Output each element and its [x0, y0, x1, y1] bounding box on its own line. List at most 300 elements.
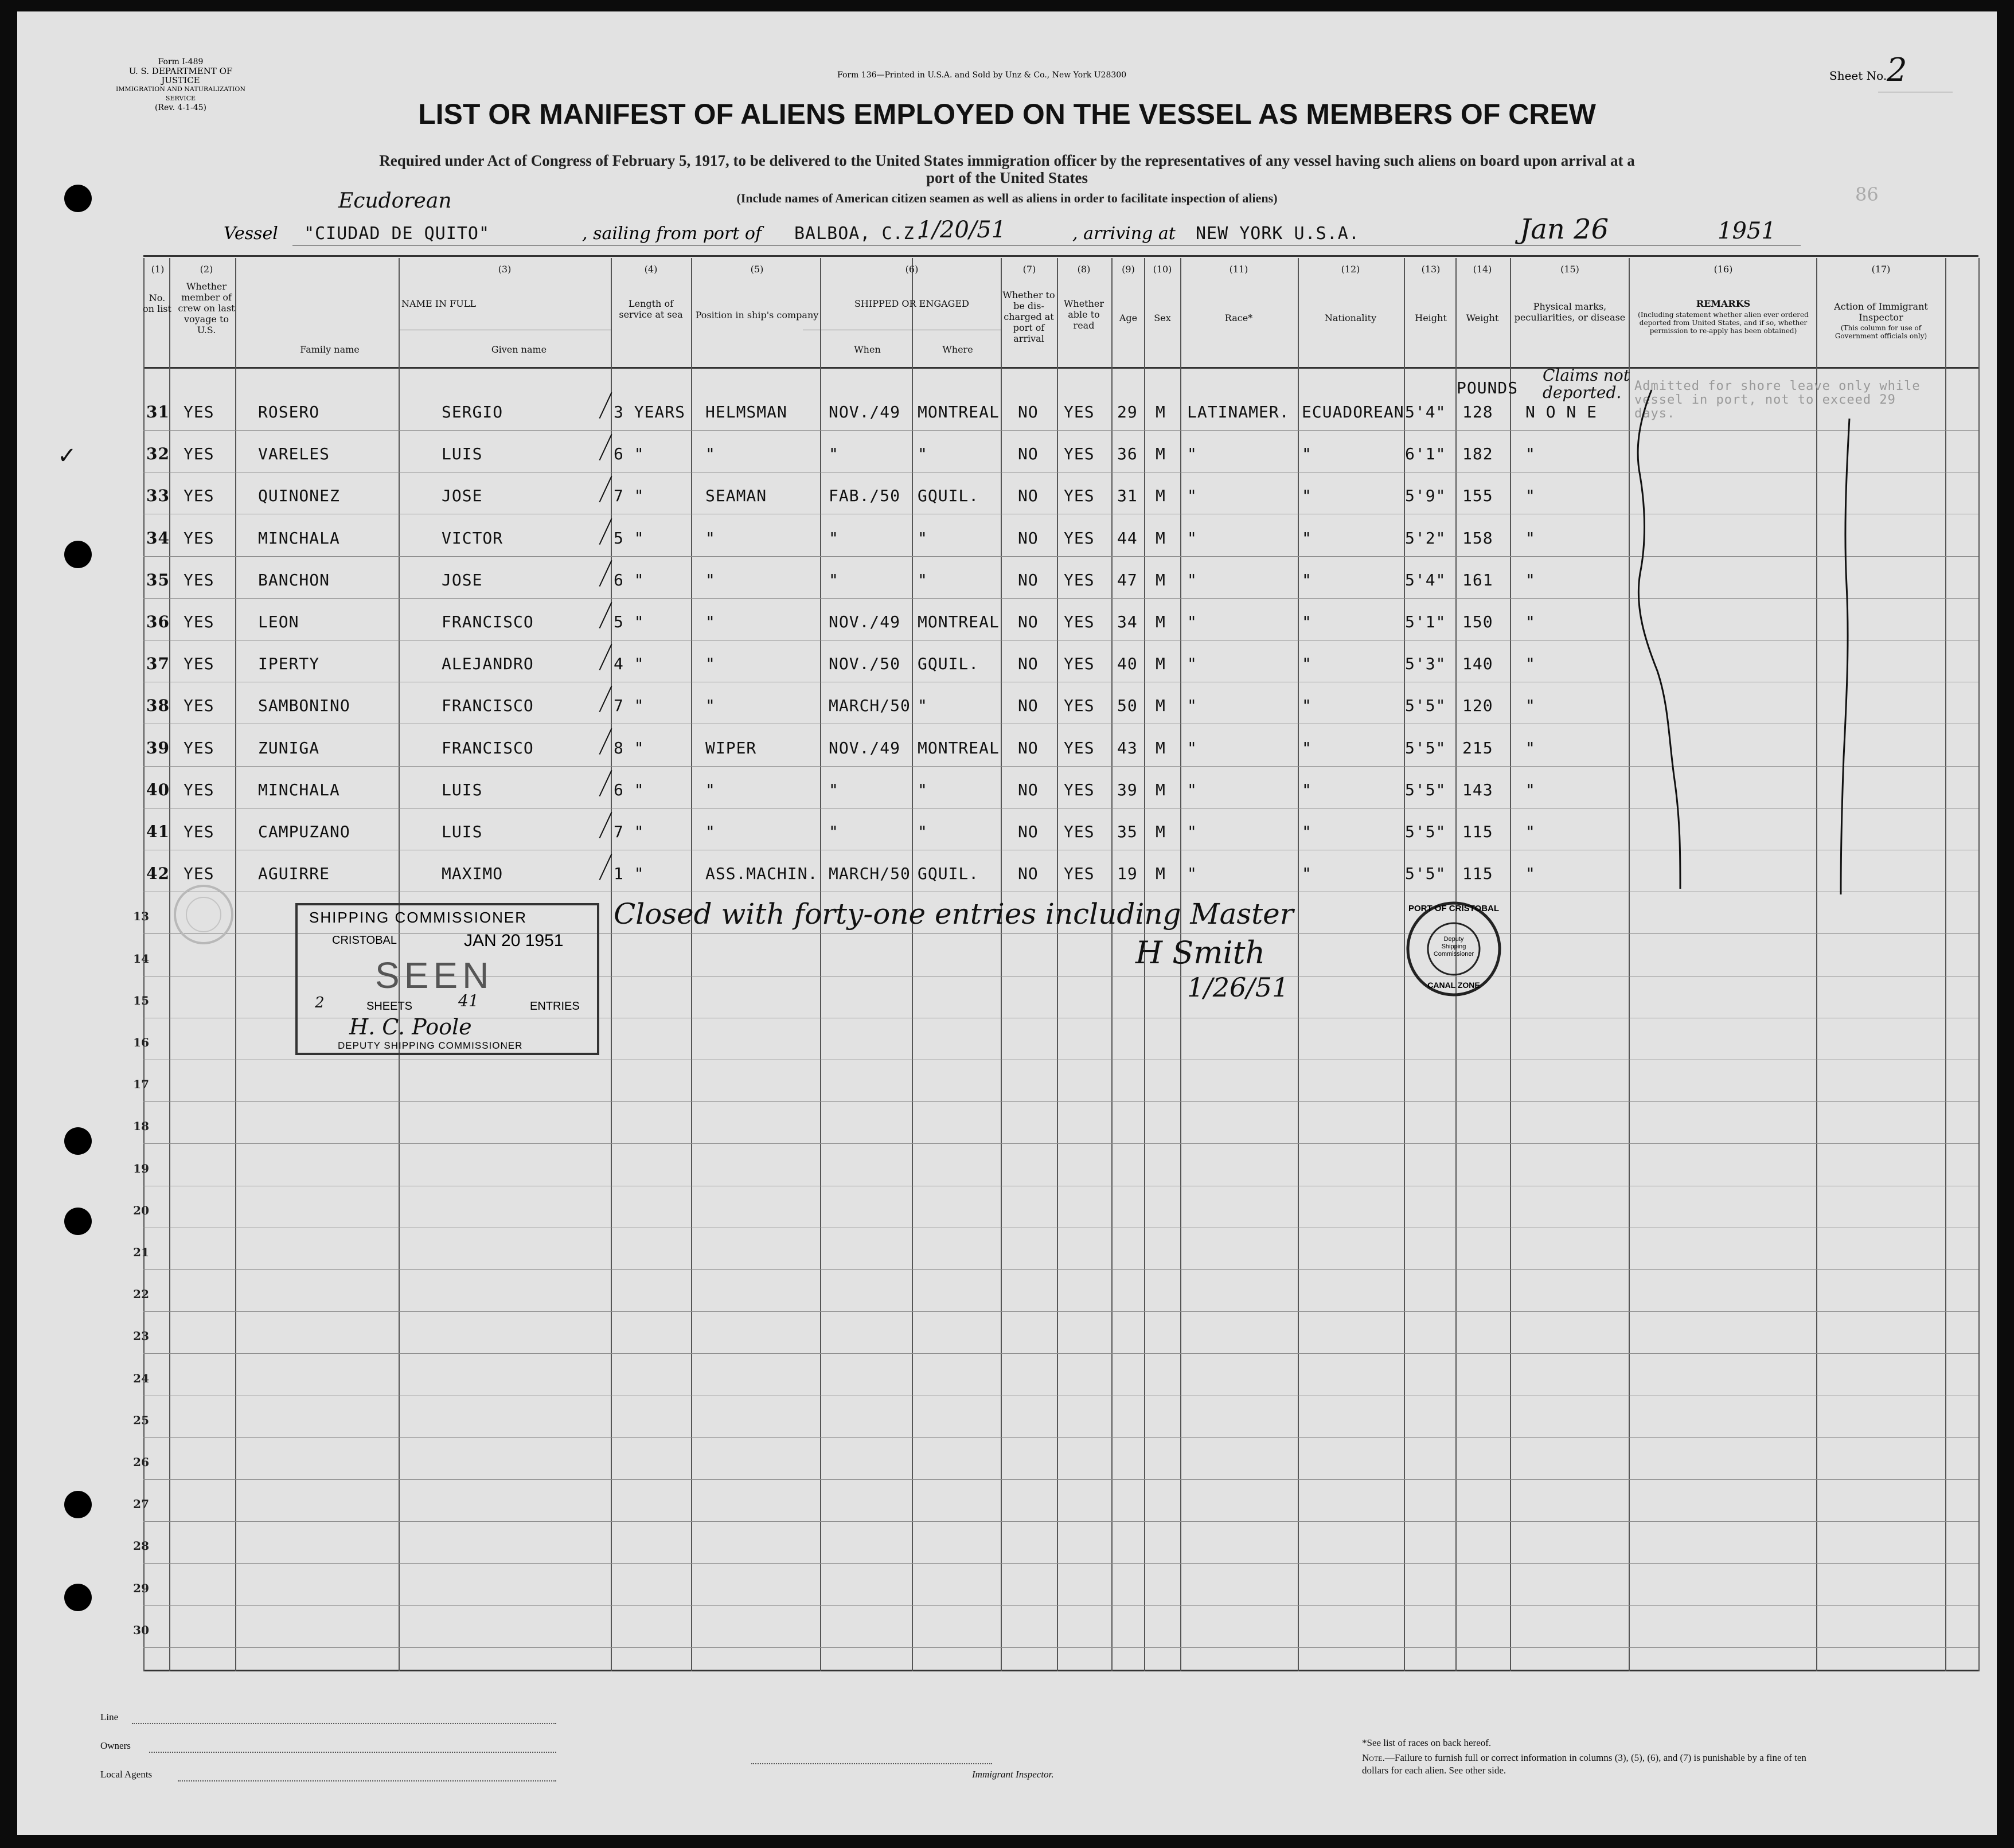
given-name-cell: SERGIO — [442, 403, 504, 421]
col-header-11: Race* — [1224, 312, 1253, 323]
discharged-cell: NO — [1018, 654, 1039, 674]
footer-races-note: *See list of races on back hereof. — [1362, 1737, 1492, 1748]
stamp-entries-label: ENTRIES — [530, 1000, 580, 1013]
column-line — [611, 258, 612, 1671]
nationality-cell: " — [1302, 738, 1312, 757]
nationality-cell: " — [1302, 528, 1312, 548]
printer-line: Form 136—Printed in U.S.A. and Sold by Unz & Co., New York U28300 — [837, 71, 1127, 80]
given-name-cell: JOSE — [442, 570, 483, 589]
nationality-cell: " — [1302, 864, 1312, 884]
age-cell: 19 — [1117, 864, 1138, 884]
nationality-cell: " — [1302, 654, 1312, 674]
read-cell: YES — [1064, 403, 1095, 421]
row-line — [143, 1437, 1978, 1438]
footer-owners-label: Owners — [100, 1740, 131, 1751]
footer-note-label: Note. — [1362, 1752, 1385, 1763]
nationality-cell: " — [1302, 486, 1312, 506]
service-cell: 6 " — [614, 444, 645, 464]
discharged-cell: NO — [1018, 570, 1039, 589]
closing-note: Closed with forty-one entries including Master — [614, 897, 1294, 931]
physical-marks-cell: " — [1525, 486, 1536, 506]
arrival-year: 1951 — [1718, 218, 1776, 244]
stamp-entries: 41 — [458, 991, 479, 1010]
family-name-cell: BANCHON — [258, 570, 330, 589]
shipped-where-cell: GQUIL. — [918, 864, 979, 884]
nationality-cell: " — [1302, 570, 1312, 589]
row-line — [143, 430, 1978, 431]
vessel-label: Vessel — [224, 224, 278, 244]
row-number: 30 — [133, 1623, 149, 1637]
sex-cell: M — [1156, 570, 1166, 589]
footer-line-label: Line — [100, 1712, 119, 1722]
weight-cell: 150 — [1462, 612, 1493, 631]
physical-marks-cell: " — [1525, 864, 1536, 884]
read-cell: YES — [1064, 654, 1095, 674]
shipped-when-cell: NOV./50 — [829, 654, 901, 674]
stamp-date: JAN 20 1951 — [464, 931, 564, 950]
given-name-cell: LUIS — [442, 444, 483, 464]
stamp-top: SHIPPING COMMISSIONER — [309, 909, 528, 926]
discharged-cell: NO — [1018, 528, 1039, 548]
nationality-cell: " — [1302, 696, 1312, 716]
column-line — [1945, 258, 1946, 1671]
age-cell: 34 — [1117, 612, 1138, 631]
col-header-1: No. on list — [143, 292, 171, 314]
race-cell: LATINAMER. — [1187, 403, 1290, 421]
col-header-4-num: (4) — [644, 264, 658, 275]
row-number: 21 — [133, 1245, 149, 1259]
family-name-cell: AGUIRRE — [258, 864, 330, 884]
column-line — [1057, 258, 1058, 1671]
vessel-line-rule — [292, 245, 1801, 246]
physical-marks-cell: " — [1525, 528, 1536, 548]
height-cell: 5'3" — [1405, 654, 1446, 674]
read-cell: YES — [1064, 528, 1095, 548]
include-note: (Include names of American citizen seamen as well as aliens in order to facilitate inspection of aliens) — [736, 191, 1278, 205]
nationality-cell: ECUADOREAN — [1302, 403, 1404, 421]
margin-number: 86 — [1855, 183, 1879, 205]
last-voyage-cell: YES — [184, 612, 214, 631]
shipped-when-cell: " — [829, 570, 839, 589]
read-cell: YES — [1064, 612, 1095, 631]
physical-marks-cell: " — [1525, 654, 1536, 674]
rownum-cell: 39 — [146, 738, 170, 757]
last-voyage-cell: YES — [184, 696, 214, 716]
weight-cell: 182 — [1462, 444, 1493, 464]
footer-inspector-label: Immigrant Inspector. — [972, 1769, 1054, 1780]
weight-unit: POUNDS — [1457, 378, 1519, 397]
rownum-cell: 37 — [146, 654, 170, 674]
height-cell: 5'4" — [1405, 403, 1446, 421]
row-number: 25 — [133, 1413, 149, 1427]
physical-marks-cell: " — [1525, 780, 1536, 799]
row-number: 13 — [133, 909, 149, 924]
height-cell: 5'5" — [1405, 738, 1446, 757]
nationality-cell: " — [1302, 444, 1312, 464]
rownum-cell: 33 — [146, 486, 170, 506]
race-cell: " — [1187, 486, 1197, 506]
sex-cell: M — [1156, 444, 1166, 464]
read-cell: YES — [1064, 444, 1095, 464]
col-header-12-num: (12) — [1341, 264, 1360, 275]
age-cell: 36 — [1117, 444, 1138, 464]
col-header-7: Whether to be dis-charged at port of arrival — [1002, 290, 1055, 344]
col-header-8-num: (8) — [1077, 264, 1091, 275]
binder-hole — [64, 1491, 92, 1518]
height-cell: 5'2" — [1405, 528, 1446, 548]
race-cell: " — [1187, 570, 1197, 589]
sail-date: 1/20/51 — [918, 217, 1006, 243]
service-cell: 4 " — [614, 654, 645, 674]
shipped-when-cell: FAB./50 — [829, 486, 901, 506]
row-number: 15 — [133, 993, 149, 1007]
last-voyage-cell: YES — [184, 486, 214, 506]
sex-cell: M — [1156, 780, 1166, 799]
row-line — [143, 1353, 1978, 1354]
physical-marks-cell: N O N E — [1525, 403, 1598, 421]
shipped-where-cell: MONTREAL — [918, 612, 1000, 631]
race-cell: " — [1187, 654, 1197, 674]
physical-marks-cell: " — [1525, 612, 1536, 631]
read-cell: YES — [1064, 486, 1095, 506]
col-header-14: Weight — [1466, 312, 1499, 323]
column-line — [912, 258, 913, 1671]
col-header-10-num: (10) — [1153, 264, 1172, 275]
port-from: BALBOA, C.Z. — [794, 224, 926, 244]
sex-cell: M — [1156, 528, 1166, 548]
col-header-2: Whether member of crew on last voyage to U.S. — [178, 281, 235, 335]
height-cell: 6'1" — [1405, 444, 1446, 464]
family-name-cell: LEON — [258, 612, 299, 631]
nationality-cell: " — [1302, 780, 1312, 799]
height-cell: 5'9" — [1405, 486, 1446, 506]
stamp-seen: SEEN — [375, 955, 494, 996]
shipped-when-cell: " — [829, 444, 839, 464]
col-header-6a: When — [854, 344, 881, 355]
position-cell: " — [705, 570, 716, 589]
physical-marks-cell: " — [1525, 444, 1536, 464]
family-name-cell: QUINONEZ — [258, 486, 340, 506]
sex-cell: M — [1156, 403, 1166, 421]
revision: (Rev. 4-1-45) — [155, 103, 206, 112]
column-line — [1816, 258, 1817, 1671]
col-header-9-num: (9) — [1122, 264, 1135, 275]
rownum-cell: 40 — [146, 780, 170, 799]
shipped-when-cell: MARCH/50 — [829, 696, 911, 716]
row-number: 24 — [133, 1371, 149, 1385]
col-header-14-num: (14) — [1473, 264, 1492, 275]
port-round-stamp — [1405, 900, 1502, 998]
last-voyage-cell: YES — [184, 864, 214, 884]
last-voyage-cell: YES — [184, 654, 214, 674]
service-cell: 7 " — [614, 822, 645, 841]
service-cell: 3 YEARS — [614, 403, 686, 421]
service: IMMIGRATION AND NATURALIZATION SERVICE — [115, 85, 246, 102]
sex-cell: M — [1156, 864, 1166, 884]
action-ditto-line — [1824, 413, 1869, 900]
form-number: Form I-489 — [158, 57, 204, 67]
weight-cell: 155 — [1462, 486, 1493, 506]
shipped-where-cell: GQUIL. — [918, 654, 979, 674]
shipped-when-cell: NOV./49 — [829, 738, 901, 757]
col-header-8: Whether able to read — [1063, 298, 1104, 331]
height-cell: 5'5" — [1405, 822, 1446, 841]
age-cell: 35 — [1117, 822, 1138, 841]
age-cell: 29 — [1117, 403, 1138, 421]
service-cell: 5 " — [614, 528, 645, 548]
shipped-when-cell: NOV./49 — [829, 403, 901, 421]
discharged-cell: NO — [1018, 444, 1039, 464]
nationality-cell: " — [1302, 612, 1312, 631]
race-cell: " — [1187, 696, 1197, 716]
sex-cell: M — [1156, 822, 1166, 841]
col-header-2-num: (2) — [200, 264, 213, 275]
row-line — [143, 1269, 1978, 1270]
stamp-signature: H. C. Poole — [349, 1014, 472, 1040]
discharged-cell: NO — [1018, 738, 1039, 757]
physical-marks-cell: " — [1525, 696, 1536, 716]
header-bottom-border — [143, 367, 1978, 369]
row-line — [143, 1647, 1978, 1648]
shipped-where-cell: MONTREAL — [918, 403, 1000, 421]
age-cell: 39 — [1117, 780, 1138, 799]
col-header-17-sub: (This column for use of Government officials only) — [1835, 324, 1927, 340]
position-cell: HELMSMAN — [705, 403, 787, 421]
port-to: NEW YORK U.S.A. — [1196, 224, 1360, 244]
sex-cell: M — [1156, 738, 1166, 757]
row-line — [143, 556, 1978, 557]
footer-inspector-rule — [751, 1763, 992, 1765]
col-header-5: Position in ship's company — [695, 310, 819, 321]
rownum-cell: 38 — [146, 696, 170, 716]
weight-cell: 215 — [1462, 738, 1493, 757]
col-header-16-sub: (Including statement whether alien ever ordered deported from United States, and if so, whether permission to re-apply has been obtained) — [1638, 311, 1809, 335]
race-cell: " — [1187, 444, 1197, 464]
row-line — [143, 1521, 1978, 1522]
last-voyage-cell: YES — [184, 570, 214, 589]
position-cell: " — [705, 528, 716, 548]
discharged-cell: NO — [1018, 780, 1039, 799]
rownum-cell: 36 — [146, 612, 170, 631]
col-header-13-num: (13) — [1421, 264, 1441, 275]
row-line — [143, 1311, 1978, 1312]
position-cell: " — [705, 822, 716, 841]
discharged-cell: NO — [1018, 822, 1039, 841]
position-cell: " — [705, 444, 716, 464]
col-header-3b: Given name — [491, 344, 547, 355]
sex-cell: M — [1156, 486, 1166, 506]
shipped-when-cell: NOV./49 — [829, 612, 901, 631]
read-cell: YES — [1064, 570, 1095, 589]
shipped-where-cell: GQUIL. — [918, 486, 979, 506]
col-header-6b: Where — [942, 344, 973, 355]
stamp-bottom: DEPUTY SHIPPING COMMISSIONER — [338, 1040, 523, 1051]
column-line — [1510, 258, 1511, 1671]
age-cell: 43 — [1117, 738, 1138, 757]
age-cell: 31 — [1117, 486, 1138, 506]
family-name-cell: ROSERO — [258, 403, 320, 421]
row-number: 18 — [133, 1119, 149, 1134]
row-line — [143, 1479, 1978, 1480]
discharged-cell: NO — [1018, 696, 1039, 716]
given-name-cell: VICTOR — [442, 528, 504, 548]
service-cell: 6 " — [614, 570, 645, 589]
row-number: 23 — [133, 1329, 149, 1343]
physical-note-hand: Claims not deported. — [1543, 366, 1630, 402]
column-line — [820, 258, 821, 1671]
footer-note-text: —Failure to furnish full or correct information in columns (3), (5), (6), and (7) is punishable by a fine of ten dollars for each alien. See other side. — [1362, 1752, 1806, 1776]
given-name-cell: FRANCISCO — [442, 738, 534, 757]
row-line — [143, 1143, 1978, 1144]
family-name-cell: CAMPUZANO — [258, 822, 350, 841]
sex-cell: M — [1156, 612, 1166, 631]
department: U. S. DEPARTMENT OF JUSTICE — [128, 66, 233, 85]
given-name-cell: JOSE — [442, 486, 483, 506]
subtitle-line1: Required under Act of Congress of February 5, 1917, to be delivered to the United States immigration officer by the representatives of any vessel having such aliens on board upon arrival at a — [379, 152, 1635, 169]
stamp-sheets: 2 — [315, 994, 325, 1011]
rownum-cell: 31 — [146, 403, 170, 421]
race-cell: " — [1187, 528, 1197, 548]
column-line — [1298, 258, 1299, 1671]
family-name-cell: ZUNIGA — [258, 738, 320, 757]
rownum-cell: 42 — [146, 864, 170, 884]
row-line — [143, 1101, 1978, 1102]
given-name-cell: ALEJANDRO — [442, 654, 534, 674]
shipped-when-cell: " — [829, 822, 839, 841]
row-number: 26 — [133, 1455, 149, 1469]
family-name-cell: MINCHALA — [258, 528, 340, 548]
arrival-date: Jan 26 — [1520, 213, 1609, 245]
page-title: LIST OR MANIFEST OF ALIENS EMPLOYED ON THE VESSEL AS MEMBERS OF CREW — [418, 98, 1596, 130]
row-number: 28 — [133, 1539, 149, 1553]
row-number: 22 — [133, 1287, 149, 1302]
rownum-cell: 41 — [146, 822, 170, 841]
family-name-cell: SAMBONINO — [258, 696, 350, 716]
sheet-label: Sheet No. — [1829, 69, 1887, 83]
col-header-6: SHIPPED OR ENGAGED — [854, 298, 969, 309]
column-line — [169, 258, 170, 1671]
col-header-15-num: (15) — [1560, 264, 1579, 275]
signature: H Smith — [1135, 935, 1266, 971]
footer-agents-label: Local Agents — [100, 1769, 153, 1780]
col-header-3: NAME IN FULL — [401, 298, 476, 309]
shipped-where-cell: " — [918, 696, 928, 716]
family-name-cell: MINCHALA — [258, 780, 340, 799]
subtitle-line2: port of the United States — [926, 169, 1088, 186]
binder-hole — [64, 541, 92, 568]
row-number: 20 — [133, 1203, 149, 1217]
weight-cell: 120 — [1462, 696, 1493, 716]
last-voyage-cell: YES — [184, 822, 214, 841]
given-name-cell: MAXIMO — [442, 864, 504, 884]
race-cell: " — [1187, 738, 1197, 757]
last-voyage-cell: YES — [184, 403, 214, 421]
row-number: 17 — [133, 1077, 149, 1092]
given-name-cell: LUIS — [442, 780, 483, 799]
rownum-cell: 35 — [146, 570, 170, 589]
height-cell: 5'1" — [1405, 612, 1446, 631]
table-bottom-border — [143, 1670, 1978, 1671]
weight-cell: 161 — [1462, 570, 1493, 589]
column-line — [235, 258, 236, 1671]
stamp-place: CRISTOBAL — [332, 934, 397, 947]
race-cell: " — [1187, 780, 1197, 799]
stamp-sheets-label: SHEETS — [366, 1000, 413, 1013]
shipped-where-cell: MONTREAL — [918, 738, 1000, 757]
col-header-13: Height — [1415, 312, 1447, 323]
given-name-cell: LUIS — [442, 822, 483, 841]
race-cell: " — [1187, 864, 1197, 884]
footer-agents-rule — [178, 1780, 556, 1782]
column-line — [1001, 258, 1002, 1671]
sex-cell: M — [1156, 654, 1166, 674]
col-header-12: Nationality — [1324, 312, 1377, 323]
weight-cell: 143 — [1462, 780, 1493, 799]
service-cell: 6 " — [614, 780, 645, 799]
read-cell: YES — [1064, 864, 1095, 884]
position-cell: " — [705, 654, 716, 674]
col-header-16-num: (16) — [1714, 264, 1733, 275]
col-header-17-num: (17) — [1871, 264, 1891, 275]
age-cell: 40 — [1117, 654, 1138, 674]
col-header-6-num: (6) — [905, 264, 919, 275]
table-top-border — [143, 255, 1978, 257]
service-cell: 5 " — [614, 612, 645, 631]
weight-cell: 115 — [1462, 864, 1493, 884]
discharged-cell: NO — [1018, 864, 1039, 884]
arriving-label: , arriving at — [1072, 224, 1176, 244]
row-line — [143, 598, 1978, 599]
row-line — [143, 766, 1978, 767]
sheet-number: 2 — [1887, 52, 1907, 89]
vessel-name: "CIUDAD DE QUITO" — [304, 224, 490, 244]
binder-hole — [64, 1584, 92, 1611]
weight-cell: 115 — [1462, 822, 1493, 841]
physical-marks-cell: " — [1525, 738, 1536, 757]
position-cell: SEAMAN — [705, 486, 767, 506]
footer-note — [1362, 1752, 1832, 1777]
shipped-where-cell: " — [918, 822, 928, 841]
race-cell: " — [1187, 822, 1197, 841]
vessel-nationality-hand: Ecudorean — [338, 189, 452, 213]
row-number: 16 — [133, 1036, 149, 1049]
weight-cell: 128 — [1462, 403, 1493, 421]
col-header-9: Age — [1119, 312, 1138, 323]
service-cell: 1 " — [614, 864, 645, 884]
position-cell: " — [705, 696, 716, 716]
row-line — [143, 1605, 1978, 1606]
column-line — [1978, 258, 1980, 1671]
port-stamp-center: Deputy Shipping Commissioner — [1433, 936, 1474, 958]
shipped-when-cell: MARCH/50 — [829, 864, 911, 884]
rownum-cell: 34 — [146, 528, 170, 548]
col-header-7-num: (7) — [1022, 264, 1036, 275]
discharged-cell: NO — [1018, 403, 1039, 421]
row-number: 29 — [133, 1581, 149, 1595]
port-stamp-ring: PORT OF CRISTOBAL — [1408, 904, 1500, 913]
column-line — [691, 258, 692, 1671]
last-voyage-cell: YES — [184, 444, 214, 464]
col-header-11-num: (11) — [1229, 264, 1248, 275]
physical-marks-cell: " — [1525, 570, 1536, 589]
height-cell: 5'4" — [1405, 570, 1446, 589]
weight-cell: 140 — [1462, 654, 1493, 674]
weight-cell: 158 — [1462, 528, 1493, 548]
row-number: 14 — [133, 951, 149, 966]
height-cell: 5'5" — [1405, 696, 1446, 716]
nationality-cell: " — [1302, 822, 1312, 841]
col-header-16: REMARKS — [1696, 298, 1751, 309]
